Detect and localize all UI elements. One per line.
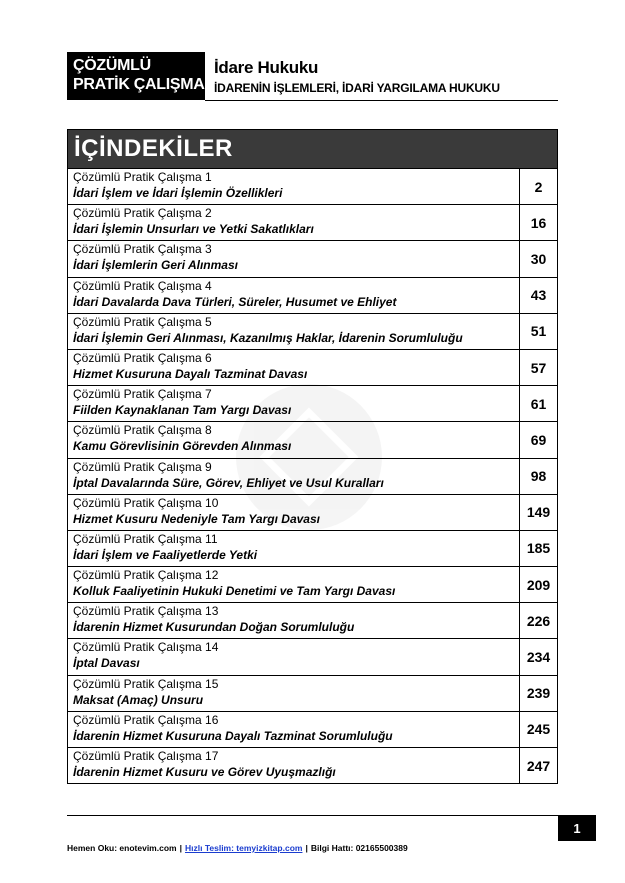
brand-block <box>67 52 205 100</box>
toc-entry <box>68 278 520 313</box>
toc-entry <box>68 639 520 674</box>
toc-entry-subject: İptal Davası <box>73 656 140 671</box>
toc-entry-page: 209 <box>526 576 551 593</box>
book-title: İdare Hukuku <box>214 58 319 77</box>
toc-heading: İÇİNDEKİLER <box>68 130 557 168</box>
toc-entry-label: Çözümlü Pratik Çalışma 10 <box>73 495 219 510</box>
footer-delivery-link[interactable]: Hızlı Teslim: temyizkitap.com <box>184 843 303 853</box>
toc-entry-page: 247 <box>526 757 551 774</box>
toc-entry-subject: İdari İşlem ve Faaliyetlerde Yetki <box>73 547 258 562</box>
toc-row[interactable] <box>68 566 557 602</box>
toc-entry <box>68 567 520 602</box>
toc-entry-page: 226 <box>526 612 551 629</box>
page-number: 1 <box>558 815 596 841</box>
toc-entry-subject: Kolluk Faaliyetinin Hukuki Denetimi ve Tam Yargı Davası <box>73 584 396 599</box>
book-subtitle: İDARENİN İŞLEMLERİ, İDARİ YARGILAMA HUKUKU <box>214 81 500 95</box>
toc-entry-label: Çözümlü Pratik Çalışma 3 <box>73 242 212 257</box>
toc-row[interactable] <box>68 602 557 638</box>
toc-entry-label: Çözümlü Pratik Çalışma 15 <box>73 676 219 691</box>
toc-row[interactable] <box>68 168 557 204</box>
toc-entry-page: 98 <box>530 468 547 485</box>
toc-row[interactable] <box>68 349 557 385</box>
brand-line-2: PRATİK ÇALIŞMA <box>73 76 205 93</box>
toc-row[interactable] <box>68 494 557 530</box>
toc-entry-label: Çözümlü Pratik Çalışma 5 <box>73 314 212 329</box>
toc-row[interactable] <box>68 711 557 747</box>
brand-line-1: ÇÖZÜMLÜ <box>73 57 151 74</box>
toc-entry-subject: İdarenin Hizmet Kusuru ve Görev Uyuşmazlığı <box>73 765 336 779</box>
toc-row[interactable] <box>68 675 557 711</box>
toc-entry-label: Çözümlü Pratik Çalışma 17 <box>73 749 219 763</box>
toc-row[interactable] <box>68 385 557 421</box>
toc-entry-page: 57 <box>530 359 547 376</box>
toc-row[interactable] <box>68 240 557 276</box>
footer-separator: | <box>305 843 308 853</box>
toc-entry <box>68 603 520 638</box>
toc-entry-page: 245 <box>526 721 551 738</box>
footer <box>67 843 408 853</box>
toc-entry-label: Çözümlü Pratik Çalışma 4 <box>73 278 212 293</box>
toc-entry-subject: Hizmet Kusuruna Dayalı Tazminat Davası <box>73 366 308 381</box>
toc-entry <box>68 748 520 783</box>
toc-entry-page: 234 <box>526 649 551 666</box>
table-of-contents <box>67 129 558 784</box>
toc-entry-page: 239 <box>526 685 551 702</box>
toc-entry-page: 2 <box>534 178 543 195</box>
toc-entry-page: 16 <box>530 214 547 231</box>
toc-entry <box>68 495 520 530</box>
toc-entry-label: Çözümlü Pratik Çalışma 11 <box>73 531 218 546</box>
toc-row[interactable] <box>68 277 557 313</box>
toc-entry-subject: İdarenin Hizmet Kusuruna Dayalı Tazminat Sorumluluğu <box>73 728 393 743</box>
toc-entry-subject: Kamu Görevlisinin Görevden Alınması <box>73 439 292 454</box>
toc-entry-subject: Hizmet Kusuru Nedeniyle Tam Yargı Davası <box>73 511 320 526</box>
toc-entry-subject: İdari Davalarda Dava Türleri, Süreler, Husumet ve Ehliyet <box>73 294 397 309</box>
toc-entry-subject: İdari İşlemin Geri Alınması, Kazanılmış Haklar, İdarenin Sorumluluğu <box>73 330 463 345</box>
toc-entry-page: 51 <box>530 323 547 340</box>
toc-row[interactable] <box>68 421 557 457</box>
toc-entry <box>68 712 520 747</box>
toc-entry-label: Çözümlü Pratik Çalışma 2 <box>73 206 212 221</box>
toc-entry-page: 43 <box>530 287 547 304</box>
toc-entry-subject: İdari İşlemin Unsurları ve Yetki Sakatlıkları <box>73 222 314 237</box>
toc-entry <box>68 422 520 457</box>
toc-entry-subject: İptal Davalarında Süre, Görev, Ehliyet ve Usul Kuralları <box>73 475 384 490</box>
toc-rows <box>68 168 557 783</box>
toc-entry-label: Çözümlü Pratik Çalışma 1 <box>73 170 212 184</box>
toc-entry <box>68 531 520 566</box>
toc-entry-page: 30 <box>530 250 547 267</box>
toc-entry-page: 149 <box>526 504 551 521</box>
footer-read-link[interactable]: Hemen Oku: enotevim.com <box>67 843 177 853</box>
toc-row[interactable] <box>68 747 557 783</box>
footer-rule <box>67 815 558 816</box>
footer-hotline: Bilgi Hattı: 02165500389 <box>310 843 408 853</box>
toc-entry <box>68 350 520 385</box>
toc-entry <box>68 169 520 204</box>
toc-row[interactable] <box>68 204 557 240</box>
toc-entry <box>68 386 520 421</box>
toc-row[interactable] <box>68 458 557 494</box>
toc-entry-page: 185 <box>526 540 551 557</box>
toc-entry-subject: İdari İşlem ve İdari İşlemin Özellikleri <box>73 186 283 200</box>
toc-entry-subject: İdari İşlemlerin Geri Alınması <box>73 258 238 273</box>
toc-row[interactable] <box>68 638 557 674</box>
header-rule <box>205 100 558 101</box>
toc-entry-subject: Maksat (Amaç) Unsuru <box>73 692 204 707</box>
toc-entry-label: Çözümlü Pratik Çalışma 7 <box>73 387 212 402</box>
toc-entry-label: Çözümlü Pratik Çalışma 12 <box>73 568 219 583</box>
toc-entry-page: 69 <box>530 431 547 448</box>
toc-entry-label: Çözümlü Pratik Çalışma 6 <box>73 350 212 365</box>
toc-entry <box>68 676 520 711</box>
toc-entry-label: Çözümlü Pratik Çalışma 8 <box>73 423 212 438</box>
toc-entry-page: 61 <box>530 395 547 412</box>
toc-entry-subject: Fiilden Kaynaklanan Tam Yargı Davası <box>73 403 292 418</box>
toc-entry-subject: İdarenin Hizmet Kusurundan Doğan Sorumluluğu <box>73 620 355 635</box>
toc-entry <box>68 314 520 349</box>
footer-separator: | <box>179 843 182 853</box>
toc-entry <box>68 241 520 276</box>
toc-entry-label: Çözümlü Pratik Çalışma 14 <box>73 640 219 655</box>
toc-entry <box>68 205 520 240</box>
toc-entry-label: Çözümlü Pratik Çalışma 9 <box>73 459 212 474</box>
toc-entry-label: Çözümlü Pratik Çalışma 16 <box>73 712 219 727</box>
toc-row[interactable] <box>68 530 557 566</box>
toc-entry <box>68 459 520 494</box>
toc-entry-label: Çözümlü Pratik Çalışma 13 <box>73 604 219 619</box>
toc-row[interactable] <box>68 313 557 349</box>
